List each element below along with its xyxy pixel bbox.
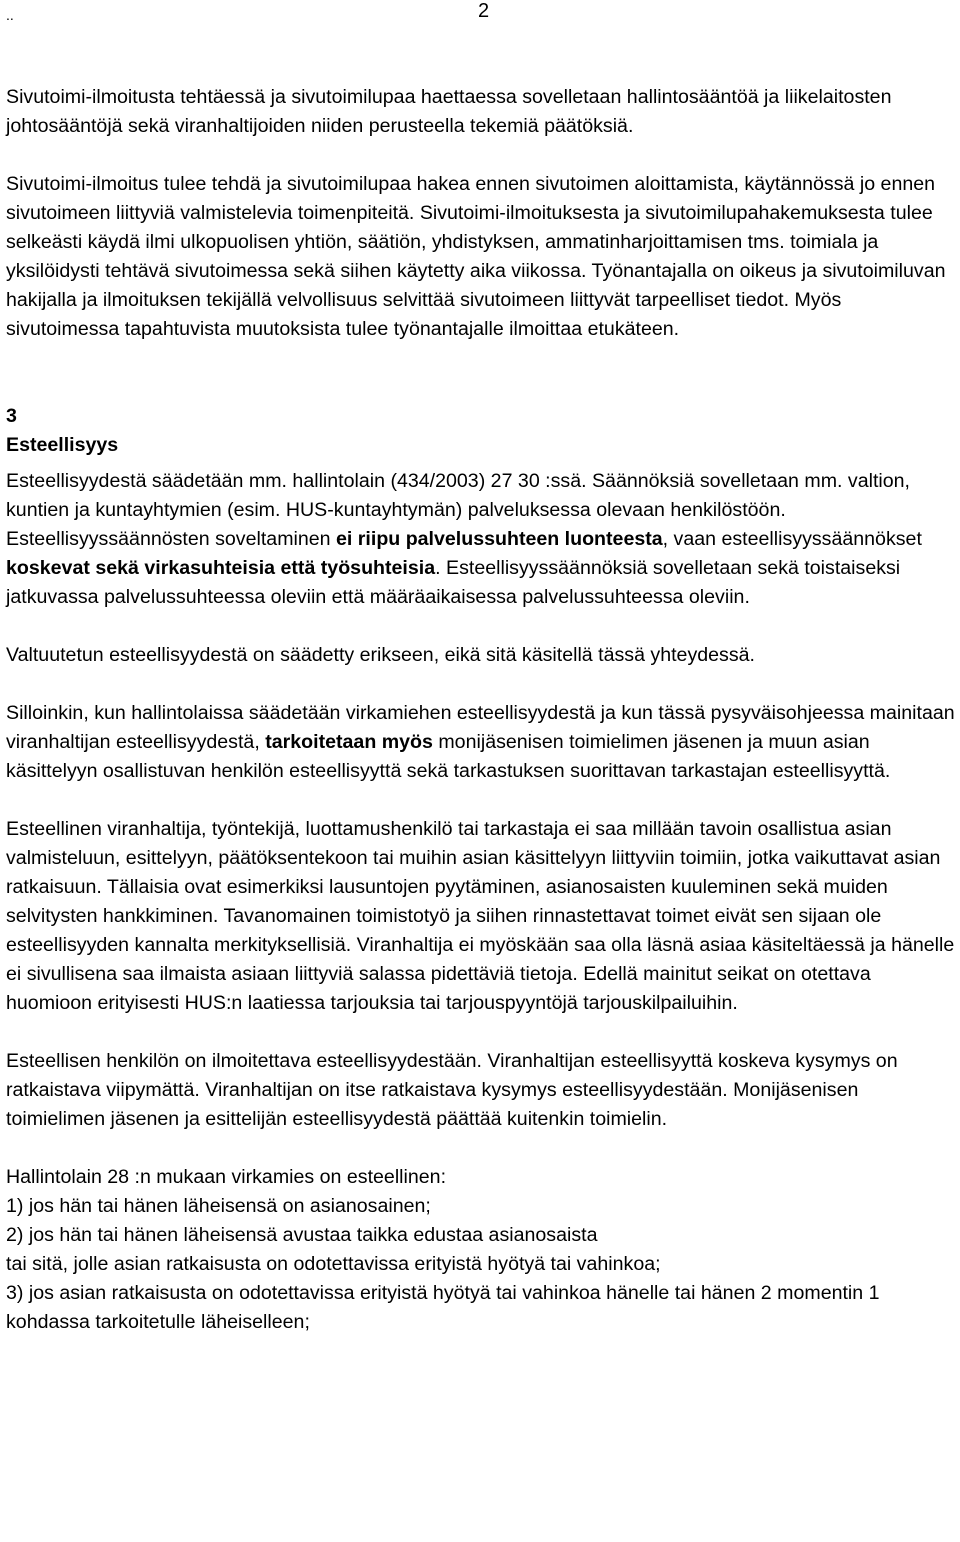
paragraph-silloinkin: [6, 699, 956, 786]
page-number: 2: [478, 0, 490, 22]
p3-text-c: , vaan esteellisyyssäännökset: [662, 528, 922, 550]
p3-text-a: Esteellisyydestä säädetään mm. hallintolain (434/2003) 27 30 :ssä. Säännöksiä sovelletaan mm. valtion, kuntien ja kuntayhtymien (esim. HUS-kuntayhtymän) palveluksessa olevaan henkilöstöön. Esteellisyyssäännösten soveltaminen: [6, 470, 911, 550]
p5-bold: tarkoitetaan myös: [265, 731, 433, 753]
list-item-3: 3) jos asian ratkaisusta on odotettavissa erityistä hyötyä tai vahinkoa hänelle tai hänen 2 momentin 1 kohdassa tarkoitetulle läheiselleen;: [6, 1282, 880, 1333]
document-body: [6, 83, 956, 1337]
list-item-2-continued: tai sitä, jolle asian ratkaisusta on odotettavissa erityistä hyötyä tai vahinkoa;: [6, 1253, 661, 1275]
p5-text-a: Silloinkin, kun hallintolaissa säädetään virkamiehen esteellisyydestä ja kun tässä pysyväisohjeessa mainitaan viranhaltijan esteellisyydestä,: [6, 702, 955, 753]
list-item-2: 2) jos hän tai hänen läheisensä avustaa taikka edustaa asianosaista: [6, 1224, 598, 1246]
paragraph-esteellinen-viranhaltija: Esteellinen viranhaltija, työntekijä, luottamushenkilö tai tarkastaja ei saa millään tavoin osallistua asian valmisteluun, esittelyyn, päätöksentekoon tai muihin asian käsittelyyn liittyviin toimiin, jotka vaikuttavat asian ratkaisuun. Tällaisia ovat esimerkiksi lausuntojen pyytäminen, asianosaisten kuuleminen sekä muiden selvitysten hankkiminen. Tavanomainen toimistotyö ja siihen rinnastettavat toimet eivät sen sijaan ole esteellisyyden kannalta merkityksellisiä. Viranhaltija ei myöskään saa olla läsnä asiaa käsiteltäessä ja hänelle ei sivullisena saa ilmaista asiaan liittyviä salassa pidettäviä tietoja. Edellä mainitut seikat on otettava huomioon erityisesti HUS:n laatiessa tarjouksia tai tarjouspyyntöjä tarjouskilpailuihin.: [6, 818, 955, 1014]
page-mark: ..: [6, 7, 14, 23]
p5-text-c: monijäsenisen toimielimen jäsenen ja muun asian käsittelyyn osallistuvan henkilön esteellisyyttä sekä tarkastuksen suorittavan tarkastajan esteellisyyttä.: [6, 731, 891, 782]
paragraph-valtuutettu: Valtuutetun esteellisyydestä on säädetty erikseen, eikä sitä käsitellä tässä yhteydessä.: [6, 644, 755, 666]
list-intro: Hallintolain 28 :n mukaan virkamies on esteellinen:: [6, 1166, 447, 1188]
paragraph-esteellisyys-law: [6, 467, 956, 612]
section-number: 3: [6, 405, 17, 427]
p3-text-d: . Esteellisyyssäännöksiä sovelletaan sekä toistaiseksi jatkuvassa palvelussuhteessa oleviin että määräaikaisessa palvelussuhteessa oleviin.: [6, 557, 901, 608]
list-item-1: 1) jos hän tai hänen läheisensä on asianosainen;: [6, 1195, 431, 1217]
p3-bold-2: koskevat sekä virkasuhteisia että työsuhteisia: [6, 557, 436, 579]
p3-bold-1: ei riipu palvelussuhteen luonteesta: [336, 528, 663, 550]
section-title: Esteellisyys: [6, 434, 119, 456]
paragraph-sivutoimi-rules: Sivutoimi-ilmoitusta tehtäessä ja sivutoimilupaa haettaessa sovelletaan hallintosääntöä ja liikelaitosten johtosääntöjä sekä viranhaltijoiden niiden perusteella tekemiä päätöksiä.: [6, 86, 892, 137]
paragraph-ilmoitettava: Esteellisen henkilön on ilmoitettava esteellisyydestään. Viranhaltijan esteellisyyttä koskeva kysymys on ratkaistava viipymättä. Viranhaltijan on itse ratkaistava kysymys esteellisyydestään. Monijäsenisen toimielimen jäsenen ja esittelijän esteellisyydestä päättää kuitenkin toimielin.: [6, 1050, 898, 1130]
paragraph-sivutoimi-notice: Sivutoimi-ilmoitus tulee tehdä ja sivutoimilupaa hakea ennen sivutoimen aloittamista, käytännössä jo ennen sivutoimeen liittyviä valmistelevia toimenpiteitä. Sivutoimi-ilmoituksesta ja sivutoimilupahakemuksesta tulee selkeästi käydä ilmi ulkopuolisen yhtiön, säätiön, yhdistyksen, ammatinharjoittamisen tms. toimiala ja yksilöidysti tehtävä sivutoimessa sekä siihen käytetty aika viikossa. Työnantajalla on oikeus ja sivutoimiluvan hakijalla ja ilmoituksen tekijällä velvollisuus selvittää sivutoimeen liittyvät tarpeelliset tiedot. Myös sivutoimessa tapahtuvista muutoksista tulee työnantajalle ilmoittaa etukäteen.: [6, 173, 946, 340]
